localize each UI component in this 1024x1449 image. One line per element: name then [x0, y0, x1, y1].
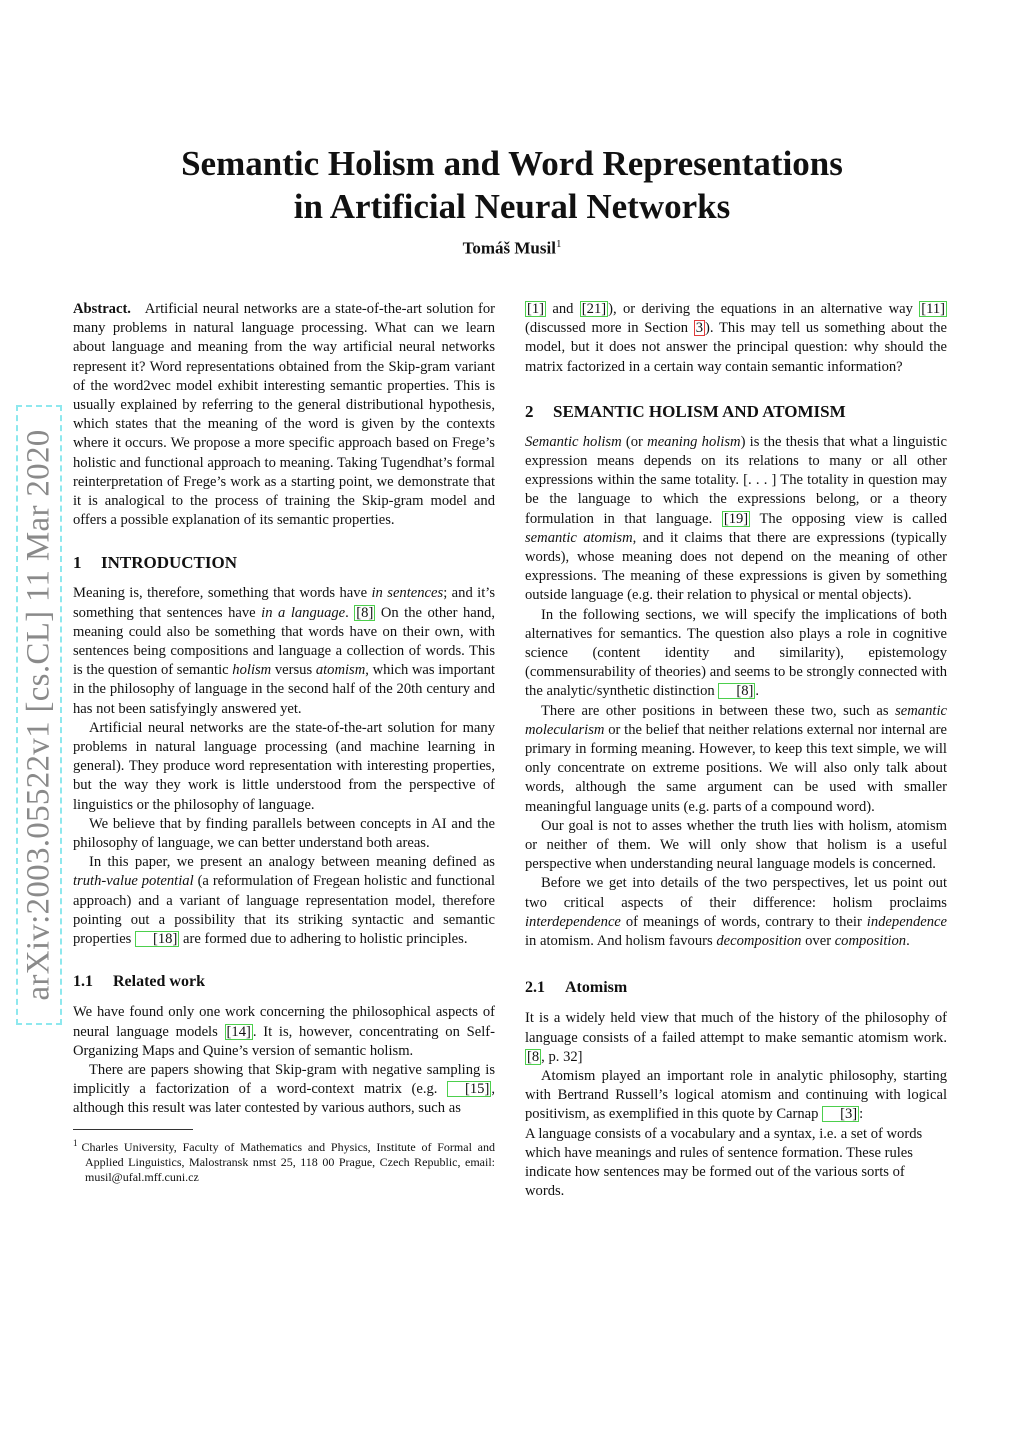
text-run: Meaning is, therefore, something that words have [73, 585, 372, 602]
subsection-number: 1.1 [73, 973, 93, 991]
emphasis: interdependence [525, 913, 621, 930]
text-run: versus [271, 662, 316, 679]
emphasis: semantic molecularism [525, 702, 947, 738]
section-title: INTRODUCTION [101, 553, 238, 573]
text-run: and [546, 301, 580, 317]
holism-paragraph-3 [525, 702, 947, 817]
text-run: (a reformulation of Fregean holistic and functional approach) and a variant of language representation model, therefore pointing out a possibility that its striking syntactic and semantic properties [73, 873, 495, 948]
citation-link[interactable]: [3] [822, 1106, 859, 1122]
left-column [73, 300, 495, 1185]
atomism-paragraph-1 [525, 1009, 947, 1067]
text-run: , p. 32] [541, 1048, 583, 1065]
text-run: , and it claims that there are expressions (typically words), whose meaning does not depend on the meaning of other expressions. The meaning of these expressions is given by something outside language (e.g. their relation to physical or mental objects). [525, 529, 947, 604]
emphasis: truth-value potential [73, 873, 194, 890]
emphasis: in sentences [371, 585, 444, 602]
related-paragraph-2 [73, 1061, 495, 1119]
subsection-number: 2.1 [525, 979, 545, 997]
emphasis: atomism [315, 662, 366, 679]
abstract-text: Artificial neural networks are a state-of-the-art solution for many problems in natural language processing. What can we learn about language and meaning from the way artificial neural networks represent it? Word representations obtained from the Skip-gram variant of the word2vec model exhibit interesting semantic properties. This is usually explained by referring to the general distributional hypothesis, which states that the meaning of the word is given by the contexts where it occurs. We propose a more specific approach based on Frege’s holistic and functional approach to meaning. Taking Tugendhat’s formal reinterpretation of Frege’s work as a starting point, we demonstrate that it is analogical to the process of training the Skip-gram model and offers a possible explanation of its semantic properties. [73, 301, 496, 529]
citation-link[interactable]: [11] [921, 301, 945, 317]
subsection-title: Related work [113, 973, 205, 991]
section-reference-link[interactable]: 3 [695, 320, 704, 337]
citation-link[interactable]: [1] [527, 301, 545, 317]
text-run: Atomism played an important role in analytic philosophy, starting with Bertrand Russell’s logical atomism and continuing with logical positivism, as exemplified in this quote by Carnap [525, 1067, 947, 1123]
intro-paragraph-1 [73, 584, 495, 718]
citation-link[interactable]: [18] [135, 931, 179, 947]
text-run: , although this result was later contested by various authors, such as [73, 1081, 495, 1117]
footnote [73, 1136, 495, 1185]
text-run: . [345, 604, 355, 621]
section-number: 2 [525, 401, 534, 421]
title-line-2: in Artificial Neural Networks [293, 187, 731, 226]
text-run: (or [621, 433, 648, 450]
text-run: in atomism. And holism favours [525, 933, 717, 950]
emphasis: Semantic holism [525, 433, 622, 450]
section-heading-introduction [73, 552, 495, 574]
citation-link[interactable]: [19] [723, 510, 749, 527]
author-footnote-mark: 1 [555, 238, 562, 250]
text-run: ; and it’s something that sentences have [73, 585, 496, 621]
intro-paragraph-2: Artificial neural networks are the state-of-the-art solution for many problems in natural language processing (and machine learning in general). They produce word representation with interesting properties, but the way they work is little understood from the perspective of linguistics or the philosophy of language. [73, 719, 495, 813]
footnote-divider [73, 1129, 193, 1130]
citation-link[interactable]: [21] [581, 301, 607, 317]
intro-paragraph-4 [73, 853, 495, 949]
subsection-title: Atomism [565, 979, 628, 997]
citation-link[interactable]: [8] [718, 683, 755, 699]
emphasis: meaning holism [647, 433, 741, 450]
paper-title [100, 142, 924, 228]
text-run: . [906, 933, 910, 950]
text-run: ). This may tell us something about the model, but it does not answer the principal question: why should the matrix factorized in a certain way contain semantic information? [525, 320, 947, 375]
text-run: In this paper, we present an analogy between meaning defined as [89, 854, 495, 871]
text-run: In the following sections, we will specify the implications of both alternatives for semantics. The question also plays a role in cognitive science (content identity and similarity), epistemology (commensurability of theories) and seems to be strongly connected with the analytic/synthetic distinction [525, 606, 947, 700]
section-heading-holism-atomism [525, 401, 947, 423]
holism-paragraph-1 [525, 433, 947, 606]
text-run: are formed due to adhering to holistic principles. [179, 931, 468, 948]
arxiv-stamp-text: arXiv:2003.05522v1 [cs.CL] 11 Mar 2020 [20, 429, 57, 1001]
text-run: It is a widely held view that much of the history of the philosophy of language consists of a failed attempt to make semantic atomism work. [525, 1010, 947, 1046]
text-run: , which was important in the philosophy of language in the second half of the 20th century and has not been satisfyingly answered yet. [73, 662, 495, 717]
holism-paragraph-2 [525, 606, 947, 702]
footnote-mark: 1 [73, 1137, 78, 1148]
citation-link[interactable]: [15] [447, 1081, 491, 1097]
block-quote-carnap: A language consists of a vocabulary and a syntax, i.e. a set of words which have meanings and rules of sentence formation. These rules indicate how sentences may be formed out of the various sorts of words. [525, 1125, 923, 1200]
subsection-heading-related-work [73, 971, 495, 993]
emphasis: independence [866, 913, 947, 930]
title-line-1: Semantic Holism and Word Representations [181, 144, 843, 183]
related-continuation [525, 300, 947, 377]
text-run: (discussed more in Section [525, 320, 694, 337]
citation-link[interactable]: [8] [356, 604, 374, 621]
text-run: . It is, however, concentrating on Self-Organizing Maps and Quine’s version of semantic holism. [73, 1023, 495, 1059]
text-run: or the belief that neither relations external nor internal are primary in forming meaning. However, to keep this text simple, we will only concentrate on extreme positions. We will also only talk about words, although the same argument can be used with smaller meaningful language units (e.g. parts of a compound word). [525, 721, 947, 815]
text-run: We have found only one work concerning the philosophical aspects of neural language models [73, 1004, 495, 1040]
arxiv-stamp[interactable] [16, 405, 62, 1025]
text-run: . [755, 683, 760, 700]
abstract-label: Abstract. [73, 301, 131, 317]
text-run: On the other hand, meaning could also be something that words have on their own, with sentences being compositions and language a collection of words. This is the question of semantic [73, 604, 496, 679]
abstract [73, 300, 495, 530]
text-run: ), or deriving the equations in an alternative way [608, 301, 920, 317]
right-column [525, 300, 947, 1201]
footnote-text: Charles University, Faculty of Mathematics and Physics, Institute of Formal and Applied Linguistics, Malostransk nmst 25, 118 00 Prague, Czech Republic, email: musil@ufal.mff.cuni.cz [81, 1139, 495, 1184]
citation-link[interactable]: [8 [527, 1048, 540, 1065]
author-name: Tomáš Musil [462, 238, 556, 258]
section-number: 1 [73, 553, 82, 573]
emphasis: holism [232, 662, 272, 679]
text-run: There are papers showing that Skip-gram with negative sampling is implicitly a factorization of a word-context matrix (e.g. [73, 1061, 495, 1098]
text-run: : [859, 1106, 864, 1123]
holism-paragraph-4: Our goal is not to asses whether the truth lies with holism, atomism or neither of them. We will only show that holism is a useful perspective when understanding neural language models is concerned. [525, 817, 947, 873]
citation-link[interactable]: [14] [226, 1023, 251, 1040]
text-run: over [801, 933, 835, 950]
text-run: There are other positions in between these two, such as [541, 702, 896, 719]
holism-paragraph-5 [525, 874, 947, 951]
text-run: Before we get into details of the two perspectives, let us point out two critical aspects of their difference: holism proclaims [525, 875, 947, 911]
atomism-paragraph-2 [525, 1067, 947, 1125]
related-paragraph-1 [73, 1003, 495, 1061]
intro-paragraph-3: We believe that by finding parallels between concepts in AI and the philosophy of language, we can better understand both areas. [73, 815, 495, 852]
emphasis: semantic atomism [525, 529, 633, 546]
section-title: SEMANTIC HOLISM AND ATOMISM [553, 401, 846, 421]
author [100, 238, 924, 259]
text-run: of meanings of words, contrary to their [620, 913, 867, 930]
emphasis: decomposition [716, 933, 802, 950]
text-run: The opposing view is called [750, 510, 947, 527]
emphasis: in a language [261, 604, 346, 621]
emphasis: composition [834, 933, 907, 950]
subsection-heading-atomism [525, 977, 947, 999]
text-run: ) is the thesis that what a linguistic expression means depends on its relations to many or all other expressions within the same totality. [. . . ] The totality in question may be the language to which the expressions belong, or a theory formulation in that language. [525, 433, 947, 527]
